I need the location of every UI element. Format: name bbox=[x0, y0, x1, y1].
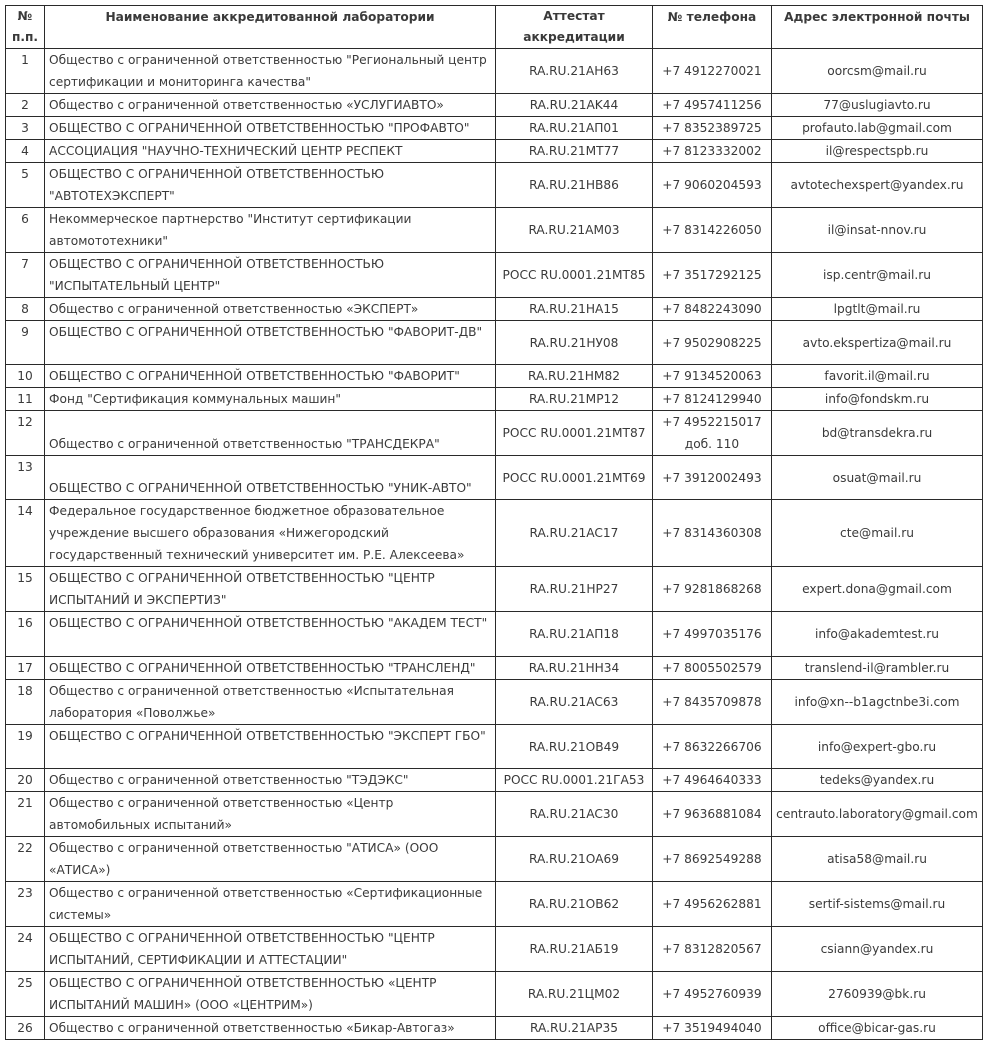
accreditation-certificate: RA.RU.21AM03 bbox=[496, 208, 653, 253]
header-email: Адрес электронной почты bbox=[772, 6, 983, 49]
phone-number: +7 8124129940 bbox=[653, 388, 772, 411]
lab-name: Общество с ограниченной ответственностью «Бикар-Автогаз» bbox=[45, 1017, 496, 1040]
phone-number: +7 9636881084 bbox=[653, 792, 772, 837]
table-row bbox=[6, 208, 983, 253]
phone-number: +7 3912002493 bbox=[653, 456, 772, 500]
accreditation-certificate: RA.RU.21AP35 bbox=[496, 1017, 653, 1040]
lab-name: ОБЩЕСТВО С ОГРАНИЧЕННОЙ ОТВЕТСТВЕННОСТЬЮ "ТРАНСЛЕНД" bbox=[45, 657, 496, 680]
table-row bbox=[6, 500, 983, 567]
phone-number: +7 4956262881 bbox=[653, 882, 772, 927]
table-row bbox=[6, 680, 983, 725]
lab-name: Общество с ограниченной ответственностью «УСЛУГИАВТО» bbox=[45, 94, 496, 117]
row-number: 24 bbox=[6, 927, 45, 972]
email-address: avto.ekspertiza@mail.ru bbox=[772, 321, 983, 365]
table-row bbox=[6, 612, 983, 657]
table-header-row bbox=[6, 6, 983, 49]
row-number: 3 bbox=[6, 117, 45, 140]
email-address: il@respectspb.ru bbox=[772, 140, 983, 163]
email-address: isp.centr@mail.ru bbox=[772, 253, 983, 298]
row-number: 18 bbox=[6, 680, 45, 725]
header-num: № п.п. bbox=[6, 6, 45, 49]
accreditation-certificate: RA.RU.21АП01 bbox=[496, 117, 653, 140]
email-address: favorit.il@mail.ru bbox=[772, 365, 983, 388]
accreditation-certificate: RA.RU.21AC30 bbox=[496, 792, 653, 837]
table-row bbox=[6, 725, 983, 769]
table-row bbox=[6, 972, 983, 1017]
lab-name: Общество с ограниченной ответственностью «ЭКСПЕРТ» bbox=[45, 298, 496, 321]
email-address: info@expert-gbo.ru bbox=[772, 725, 983, 769]
row-number: 2 bbox=[6, 94, 45, 117]
row-number: 14 bbox=[6, 500, 45, 567]
row-number: 1 bbox=[6, 49, 45, 94]
table-row bbox=[6, 792, 983, 837]
phone-number: +7 8352389725 bbox=[653, 117, 772, 140]
phone-number: +7 8482243090 bbox=[653, 298, 772, 321]
email-address: expert.dona@gmail.com bbox=[772, 567, 983, 612]
email-address: csiann@yandex.ru bbox=[772, 927, 983, 972]
accreditation-certificate: RA.RU.21HM82 bbox=[496, 365, 653, 388]
phone-number: +7 8632266706 bbox=[653, 725, 772, 769]
row-number: 5 bbox=[6, 163, 45, 208]
phone-number: +7 3519494040 bbox=[653, 1017, 772, 1040]
lab-name: ОБЩЕСТВО С ОГРАНИЧЕННОЙ ОТВЕТСТВЕННОСТЬЮ "АВТОТЕХЭКСПЕРТ" bbox=[45, 163, 496, 208]
accreditation-certificate: РОСС RU.0001.21ГА53 bbox=[496, 769, 653, 792]
row-number: 26 bbox=[6, 1017, 45, 1040]
table-row bbox=[6, 882, 983, 927]
email-address: il@insat-nnov.ru bbox=[772, 208, 983, 253]
lab-name: ОБЩЕСТВО С ОГРАНИЧЕННОЙ ОТВЕТСТВЕННОСТЬЮ "ФАВОРИТ" bbox=[45, 365, 496, 388]
table-row bbox=[6, 163, 983, 208]
table-row bbox=[6, 49, 983, 94]
lab-name: ОБЩЕСТВО С ОГРАНИЧЕННОЙ ОТВЕТСТВЕННОСТЬЮ "АКАДЕМ ТЕСТ" bbox=[45, 612, 496, 657]
accreditation-certificate: RA.RU.21MP12 bbox=[496, 388, 653, 411]
email-address: translend-il@rambler.ru bbox=[772, 657, 983, 680]
lab-name: Федеральное государственное бюджетное образовательное учреждение высшего образования «Нижегородский государственный технический университет им. Р.Е. Алексеева» bbox=[45, 500, 496, 567]
lab-name: ОБЩЕСТВО С ОГРАНИЧЕННОЙ ОТВЕТСТВЕННОСТЬЮ "ИСПЫТАТЕЛЬНЫЙ ЦЕНТР" bbox=[45, 253, 496, 298]
lab-name: Некоммерческое партнерство "Институт сертификации автомототехники" bbox=[45, 208, 496, 253]
row-number: 11 bbox=[6, 388, 45, 411]
phone-number: +7 9281868268 bbox=[653, 567, 772, 612]
lab-name: ОБЩЕСТВО С ОГРАНИЧЕННОЙ ОТВЕТСТВЕННОСТЬЮ "ЦЕНТР ИСПЫТАНИЙ И ЭКСПЕРТИЗ" bbox=[45, 567, 496, 612]
table-row bbox=[6, 298, 983, 321]
email-address: profauto.lab@gmail.com bbox=[772, 117, 983, 140]
header-phone: № телефона bbox=[653, 6, 772, 49]
row-number: 15 bbox=[6, 567, 45, 612]
email-address: bd@transdekra.ru bbox=[772, 411, 983, 456]
row-number: 7 bbox=[6, 253, 45, 298]
email-address: 2760939@bk.ru bbox=[772, 972, 983, 1017]
lab-name: ОБЩЕСТВО С ОГРАНИЧЕННОЙ ОТВЕТСТВЕННОСТЬЮ "ПРОФАВТО" bbox=[45, 117, 496, 140]
row-number: 16 bbox=[6, 612, 45, 657]
table-row bbox=[6, 94, 983, 117]
row-number: 13 bbox=[6, 456, 45, 500]
table-row bbox=[6, 927, 983, 972]
table-row bbox=[6, 456, 983, 500]
accreditation-certificate: RA.RU.21OB49 bbox=[496, 725, 653, 769]
lab-name: ОБЩЕСТВО С ОГРАНИЧЕННОЙ ОТВЕТСТВЕННОСТЬЮ «ЦЕНТР ИСПЫТАНИЙ МАШИН» (ООО «ЦЕНТРИМ») bbox=[45, 972, 496, 1017]
phone-number: +7 9060204593 bbox=[653, 163, 772, 208]
lab-name: Общество с ограниченной ответственностью «Сертификационные системы» bbox=[45, 882, 496, 927]
header-name: Наименование аккредитованной лаборатории bbox=[45, 6, 496, 49]
email-address: info@fondskm.ru bbox=[772, 388, 983, 411]
phone-number: +7 8314226050 bbox=[653, 208, 772, 253]
table-row bbox=[6, 365, 983, 388]
phone-number: +7 8314360308 bbox=[653, 500, 772, 567]
table-row bbox=[6, 1017, 983, 1040]
lab-name: Фонд "Сертификация коммунальных машин" bbox=[45, 388, 496, 411]
accreditation-certificate: RA.RU.21HB86 bbox=[496, 163, 653, 208]
row-number: 10 bbox=[6, 365, 45, 388]
email-address: sertif-sistems@mail.ru bbox=[772, 882, 983, 927]
email-address: avtotechexspert@yandex.ru bbox=[772, 163, 983, 208]
phone-number: +7 4912270021 bbox=[653, 49, 772, 94]
phone-number: +7 3517292125 bbox=[653, 253, 772, 298]
table-row bbox=[6, 388, 983, 411]
table-row bbox=[6, 657, 983, 680]
accreditation-certificate: RA.RU.21АБ19 bbox=[496, 927, 653, 972]
accreditation-certificate: РОСС RU.0001.21MT87 bbox=[496, 411, 653, 456]
lab-name: ОБЩЕСТВО С ОГРАНИЧЕННОЙ ОТВЕТСТВЕННОСТЬЮ "ЭКСПЕРТ ГБО" bbox=[45, 725, 496, 769]
phone-number: +7 9134520063 bbox=[653, 365, 772, 388]
lab-name: Общество с ограниченной ответственностью «Центр автомобильных испытаний» bbox=[45, 792, 496, 837]
table-row bbox=[6, 140, 983, 163]
email-address: centrauto.laboratory@gmail.com bbox=[772, 792, 983, 837]
email-address: oorcsm@mail.ru bbox=[772, 49, 983, 94]
phone-number: +7 4952215017 доб. 110 bbox=[653, 411, 772, 456]
row-number: 22 bbox=[6, 837, 45, 882]
lab-name: Общество с ограниченной ответственностью «Испытательная лаборатория «Поволжье» bbox=[45, 680, 496, 725]
row-number: 4 bbox=[6, 140, 45, 163]
row-number: 25 bbox=[6, 972, 45, 1017]
phone-number: +7 4964640333 bbox=[653, 769, 772, 792]
phone-number: +7 8435709878 bbox=[653, 680, 772, 725]
phone-number: +7 8123332002 bbox=[653, 140, 772, 163]
laboratories-table bbox=[5, 5, 983, 1040]
email-address: info@akademtest.ru bbox=[772, 612, 983, 657]
phone-number: +7 4997035176 bbox=[653, 612, 772, 657]
email-address: tedeks@yandex.ru bbox=[772, 769, 983, 792]
lab-name: Общество с ограниченной ответственностью "ТРАНСДЕКРА" bbox=[45, 411, 496, 456]
table-row bbox=[6, 837, 983, 882]
accreditation-certificate: РОСС RU.0001.21MT69 bbox=[496, 456, 653, 500]
accreditation-certificate: RA.RU.21OB62 bbox=[496, 882, 653, 927]
email-address: office@bicar-gas.ru bbox=[772, 1017, 983, 1040]
email-address: atisa58@mail.ru bbox=[772, 837, 983, 882]
table-row bbox=[6, 567, 983, 612]
accreditation-certificate: RA.RU.21AK44 bbox=[496, 94, 653, 117]
accreditation-certificate: RA.RU.21HA15 bbox=[496, 298, 653, 321]
header-attestat: Аттестат аккредитации bbox=[496, 6, 653, 49]
lab-name: ОБЩЕСТВО С ОГРАНИЧЕННОЙ ОТВЕТСТВЕННОСТЬЮ "УНИК-АВТО" bbox=[45, 456, 496, 500]
row-number: 20 bbox=[6, 769, 45, 792]
accreditation-certificate: RA.RU.21HH34 bbox=[496, 657, 653, 680]
lab-name: ОБЩЕСТВО С ОГРАНИЧЕННОЙ ОТВЕТСТВЕННОСТЬЮ "ФАВОРИТ-ДВ" bbox=[45, 321, 496, 365]
accreditation-certificate: RA.RU.21AC63 bbox=[496, 680, 653, 725]
accreditation-certificate: RA.RU.21HP27 bbox=[496, 567, 653, 612]
email-address: lpgtlt@mail.ru bbox=[772, 298, 983, 321]
table-row bbox=[6, 769, 983, 792]
accreditation-certificate: RA.RU.21MT77 bbox=[496, 140, 653, 163]
accreditation-certificate: RA.RU.21ЦМ02 bbox=[496, 972, 653, 1017]
phone-number: +7 4957411256 bbox=[653, 94, 772, 117]
row-number: 17 bbox=[6, 657, 45, 680]
table-row bbox=[6, 253, 983, 298]
row-number: 6 bbox=[6, 208, 45, 253]
row-number: 21 bbox=[6, 792, 45, 837]
row-number: 23 bbox=[6, 882, 45, 927]
lab-name: ОБЩЕСТВО С ОГРАНИЧЕННОЙ ОТВЕТСТВЕННОСТЬЮ "ЦЕНТР ИСПЫТАНИЙ, СЕРТИФИКАЦИИ И АТТЕСТАЦИИ" bbox=[45, 927, 496, 972]
accreditation-certificate: RA.RU.21АН63 bbox=[496, 49, 653, 94]
phone-number: +7 8312820567 bbox=[653, 927, 772, 972]
email-address: info@xn--b1agctnbe3i.com bbox=[772, 680, 983, 725]
phone-number: +7 4952760939 bbox=[653, 972, 772, 1017]
row-number: 9 bbox=[6, 321, 45, 365]
phone-number: +7 9502908225 bbox=[653, 321, 772, 365]
accreditation-certificate: RA.RU.21OA69 bbox=[496, 837, 653, 882]
email-address: 77@uslugiavto.ru bbox=[772, 94, 983, 117]
accreditation-certificate: RA.RU.21АП18 bbox=[496, 612, 653, 657]
accreditation-certificate: РОСС RU.0001.21MT85 bbox=[496, 253, 653, 298]
row-number: 8 bbox=[6, 298, 45, 321]
row-number: 19 bbox=[6, 725, 45, 769]
table-row bbox=[6, 411, 983, 456]
table-row bbox=[6, 117, 983, 140]
lab-name: Общество с ограниченной ответственностью "Региональный центр сертификации и мониторинга качества" bbox=[45, 49, 496, 94]
accreditation-certificate: RA.RU.21НУ08 bbox=[496, 321, 653, 365]
row-number: 12 bbox=[6, 411, 45, 456]
lab-name: АССОЦИАЦИЯ "НАУЧНО-ТЕХНИЧЕСКИЙ ЦЕНТР РЕСПЕКТ bbox=[45, 140, 496, 163]
lab-name: Общество с ограниченной ответственностью "АТИСА» (ООО «АТИСА») bbox=[45, 837, 496, 882]
email-address: cte@mail.ru bbox=[772, 500, 983, 567]
lab-name: Общество с ограниченной ответственностью "ТЭДЭКС" bbox=[45, 769, 496, 792]
phone-number: +7 8692549288 bbox=[653, 837, 772, 882]
phone-number: +7 8005502579 bbox=[653, 657, 772, 680]
accreditation-certificate: RA.RU.21AC17 bbox=[496, 500, 653, 567]
email-address: osuat@mail.ru bbox=[772, 456, 983, 500]
table-row bbox=[6, 321, 983, 365]
